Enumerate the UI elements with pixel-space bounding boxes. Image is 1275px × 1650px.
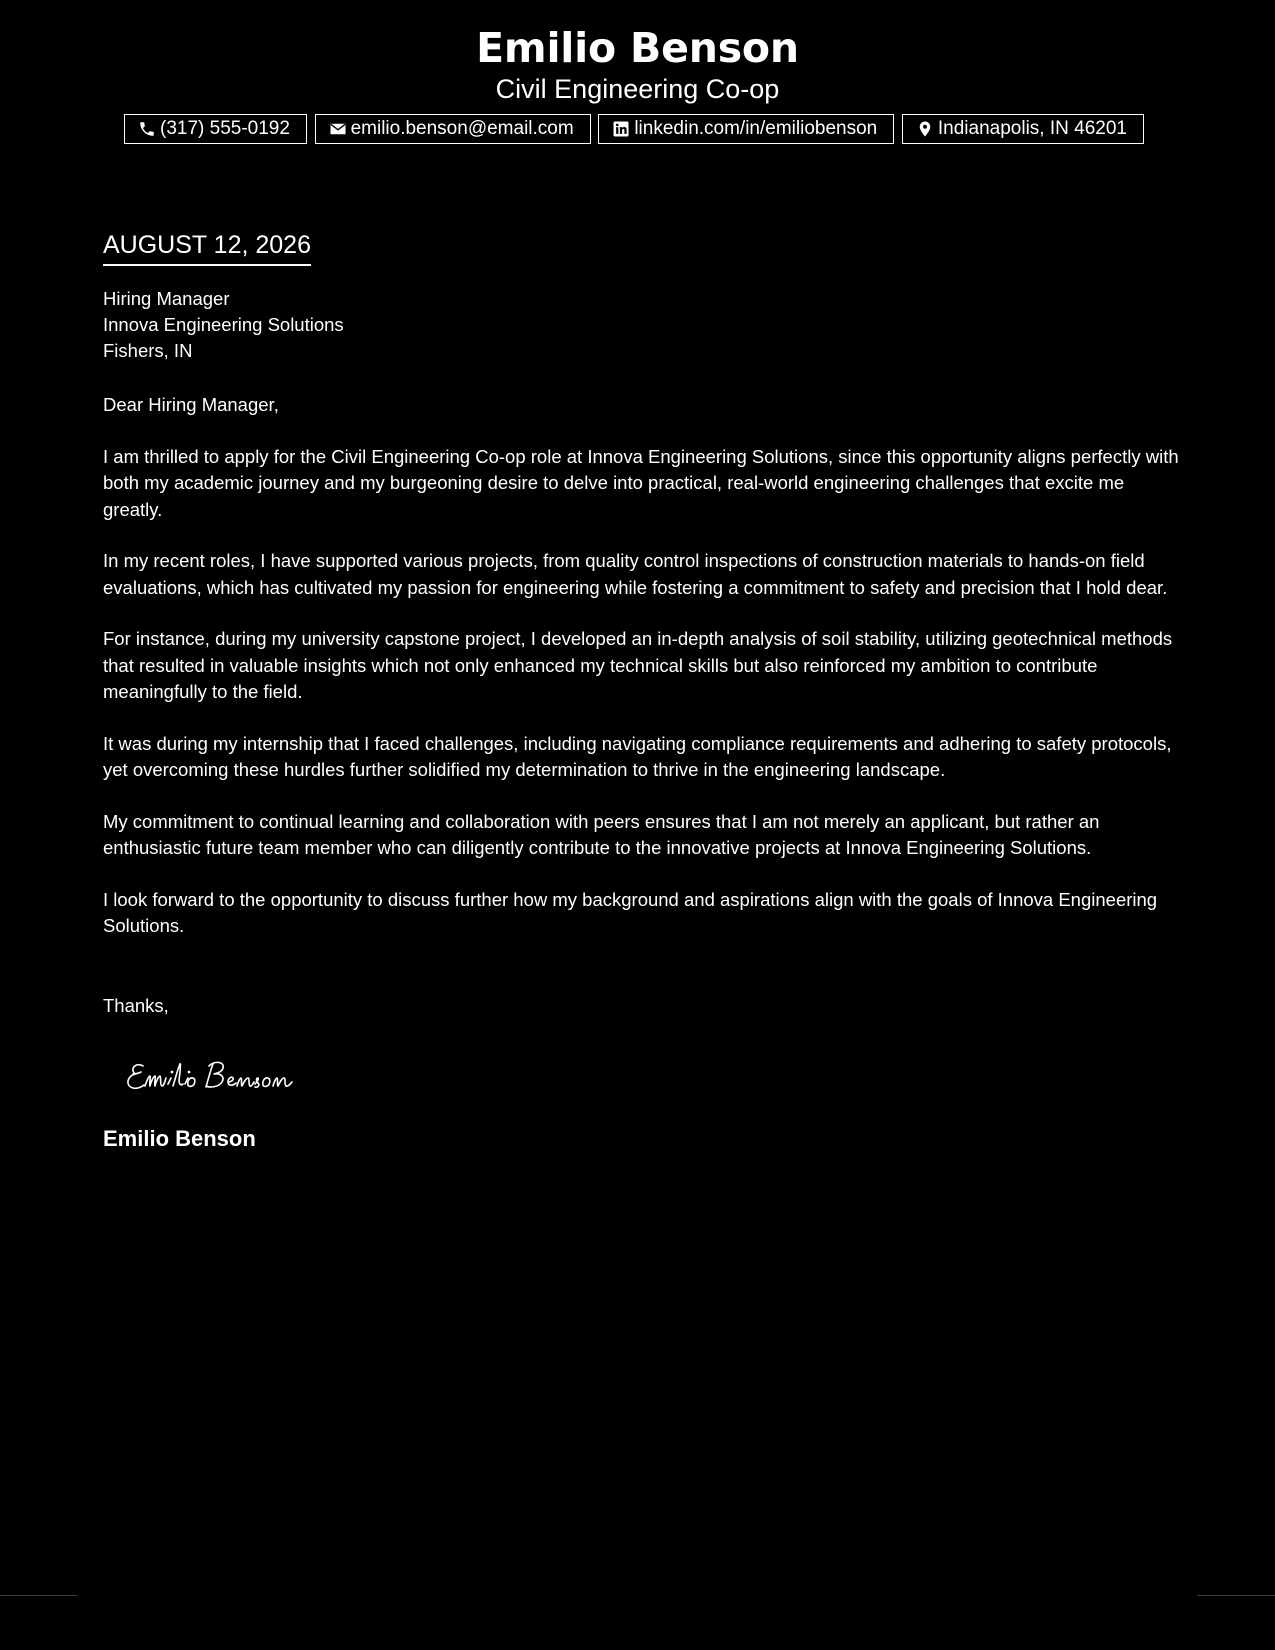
contact-email: [315, 114, 591, 144]
signer-name: Emilio Benson: [103, 1126, 256, 1151]
location-text: Indianapolis, IN 46201: [937, 118, 1127, 139]
paragraph: I look forward to the opportunity to discuss further how my background and aspirations align with the goals of Innova Engineering Solutions.: [103, 888, 1158, 936]
footer-divider-right: [1197, 1595, 1275, 1596]
paragraph: In my recent roles, I have supported various projects, from quality control inspections of construction materials to hands-on field evaluations, which has cultivated my passion for engineering while fostering a commitment to safety and precision that I hold dear.: [103, 550, 1168, 598]
map-marker-icon: [916, 120, 934, 138]
linkedin-text: linkedin.com/in/emiliobenson: [634, 118, 878, 139]
letter-date: AUGUST 12, 2026: [103, 228, 311, 266]
recipient-line: Hiring Manager: [103, 288, 230, 309]
footer-divider-left: [0, 1595, 77, 1596]
contact-phone: [124, 114, 307, 144]
recipient-block: [103, 286, 1183, 364]
greeting: Dear Hiring Manager,: [103, 394, 279, 415]
contact-linkedin: [598, 114, 894, 144]
envelope-icon: [329, 120, 347, 138]
phone-text: (317) 555-0192: [160, 118, 290, 139]
closing: Thanks,: [103, 994, 169, 1016]
contact-bar: [124, 114, 1144, 144]
signature-graphic: [125, 1054, 365, 1102]
applicant-title: Civil Engineering Co-op: [495, 74, 780, 104]
contact-location: [902, 114, 1144, 144]
paragraph: My commitment to continual learning and collaboration with peers ensures that I am not merely an applicant, but rather an enthusiastic future team member who can diligently contribute to the innovative projects at Innova Engineering Solutions.: [103, 810, 1100, 858]
applicant-name: Emilio Benson: [476, 24, 799, 72]
paragraph: It was during my internship that I faced challenges, including navigating compliance requirements and adhering to safety protocols, yet overcoming these hurdles further solidified my determination to thrive in the engineering landscape.: [103, 732, 1172, 780]
linkedin-icon: [612, 120, 630, 138]
recipient-line: Fishers, IN: [103, 340, 193, 361]
letter-body: [103, 228, 1183, 1153]
email-text: emilio.benson@email.com: [350, 118, 574, 139]
paragraph: For instance, during my university capstone project, I developed an in-depth analysis of soil stability, utilizing geotechnical methods that resulted in valuable insights which not only enhanced my technical skills but also reinforced my ambition to contribute meaningfully to the field.: [103, 628, 1173, 702]
recipient-line: Innova Engineering Solutions: [103, 314, 344, 335]
phone-icon: [138, 120, 156, 138]
handwritten-signature: [125, 1054, 1183, 1102]
paragraph: I am thrilled to apply for the Civil Engineering Co-op role at Innova Engineering Solutions, since this opportunity aligns perfectly with both my academic journey and my burgeoning desire to delve into practical, real-world engineering challenges that excite me greatly.: [103, 445, 1179, 520]
letter-header: [0, 22, 1275, 104]
